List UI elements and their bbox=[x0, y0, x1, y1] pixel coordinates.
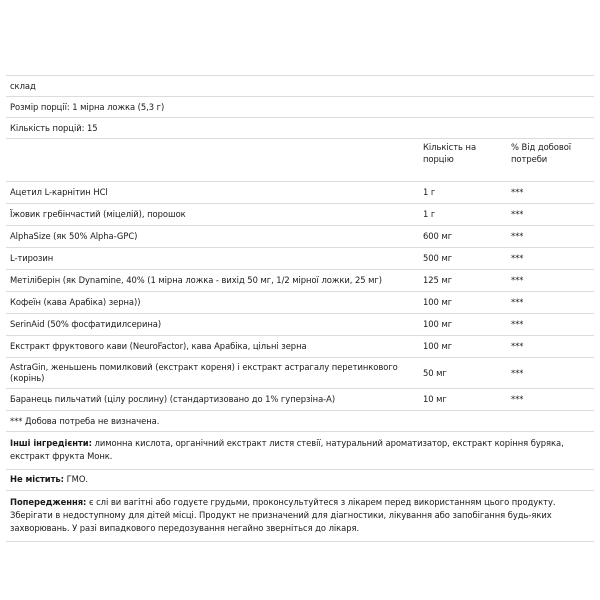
ingredient-row bbox=[6, 182, 594, 204]
ingredient-amount: 600 мг bbox=[423, 231, 453, 241]
ingredient-amount: 1 г bbox=[423, 209, 436, 219]
daily-value-column-header: % Від добової потреби bbox=[511, 142, 572, 164]
ingredient-row bbox=[6, 314, 594, 336]
footnote-row bbox=[6, 411, 594, 432]
ingredient-amount: 125 мг bbox=[423, 275, 453, 285]
ingredient-daily-value: *** bbox=[511, 275, 524, 285]
ingredient-row bbox=[6, 336, 594, 358]
contains-not-text: ГМО. bbox=[66, 474, 88, 484]
servings-count: Кількість порцій: 15 bbox=[10, 123, 98, 133]
ingredient-daily-value: *** bbox=[511, 341, 524, 351]
ingredient-amount: 1 г bbox=[423, 187, 436, 197]
composition-title: склад bbox=[10, 81, 36, 91]
ingredient-amount: 10 мг bbox=[423, 394, 447, 404]
ingredient-amount: 100 мг bbox=[423, 297, 453, 307]
ingredient-daily-value: *** bbox=[511, 319, 524, 329]
ingredient-amount: 100 мг bbox=[423, 319, 453, 329]
ingredient-daily-value: *** bbox=[511, 187, 524, 197]
ingredient-name: Метіліберін (як Dynamine, 40% (1 мірна ложка - вихід 50 мг, 1/2 мірної ложки, 25 мг) bbox=[10, 275, 382, 285]
ingredient-row bbox=[6, 270, 594, 292]
ingredient-name: SerinAid (50% фосфатидилсерина) bbox=[10, 319, 162, 329]
ingredient-name: Кофеїн (кава Арабіка) зерна)) bbox=[10, 297, 141, 307]
ingredient-row bbox=[6, 204, 594, 226]
other-ingredients-label: Інші інгредієнти: bbox=[10, 438, 92, 448]
warnings-text: є слі ви вагітні або годуєте грудьми, проконсультуйтеся з лікарем перед використанням цього продукту. Зберігати в недоступному для дітей місці. Продукт не призначений для діагностики, лікування або запобігання будь-яких захворювань. У разі випадкового передозування негайно зверніться до лікаря. bbox=[10, 497, 556, 533]
ingredient-name: AlphaSize (як 50% Alpha-GPC) bbox=[10, 231, 138, 241]
ingredient-daily-value: *** bbox=[511, 231, 524, 241]
ingredient-row bbox=[6, 292, 594, 314]
serving-size: Розмір порції: 1 мірна ложка (5,3 г) bbox=[10, 102, 165, 112]
other-ingredients-section bbox=[6, 432, 594, 470]
supplement-facts-panel bbox=[6, 75, 594, 542]
other-ingredients-text: лимонна кислота, органічний екстракт листя стевії, натуральний ароматизатор, екстракт коріння буряка, екстракт фрукта Монк. bbox=[10, 438, 564, 461]
column-header-row bbox=[6, 139, 594, 182]
ingredient-daily-value: *** bbox=[511, 253, 524, 263]
amount-column-header: Кількість на порцію bbox=[423, 142, 477, 164]
serving-size-row bbox=[6, 97, 594, 118]
ingredient-row bbox=[6, 389, 594, 411]
ingredient-name: L-тирозин bbox=[10, 253, 54, 263]
ingredient-amount: 100 мг bbox=[423, 341, 453, 351]
ingredient-amount: 500 мг bbox=[423, 253, 453, 263]
ingredient-name: Баранець пильчатий (цілу рослину) (стандартизовано до 1% гуперзіна-А) bbox=[10, 394, 336, 404]
servings-count-row bbox=[6, 118, 594, 139]
ingredient-name: AstraGin, женьшень помилковий (екстракт кореня) і екстракт астрагалу перетинкового (корінь) bbox=[10, 362, 398, 383]
ingredient-daily-value: *** bbox=[511, 297, 524, 307]
ingredient-daily-value: *** bbox=[511, 209, 524, 219]
ingredient-daily-value: *** bbox=[511, 394, 524, 404]
ingredient-name: Ацетил L-карнітин HCl bbox=[10, 187, 108, 197]
contains-not-section bbox=[6, 470, 594, 491]
composition-title-row bbox=[6, 75, 594, 97]
ingredient-daily-value: *** bbox=[511, 368, 524, 378]
daily-value-footnote: *** Добова потреба не визначена. bbox=[10, 416, 160, 426]
ingredient-row bbox=[6, 226, 594, 248]
contains-not-label: Не містить: bbox=[10, 474, 64, 484]
ingredient-row bbox=[6, 358, 594, 389]
ingredient-amount: 50 мг bbox=[423, 368, 447, 378]
warnings-section bbox=[6, 491, 594, 542]
ingredient-name: Екстракт фруктового кави (NeuroFactor), кава Арабіка, цільні зерна bbox=[10, 341, 307, 351]
ingredient-name: Їжовик гребінчастий (міцелій), порошок bbox=[10, 209, 186, 219]
ingredient-row bbox=[6, 248, 594, 270]
warnings-label: Попередження: bbox=[10, 497, 87, 507]
